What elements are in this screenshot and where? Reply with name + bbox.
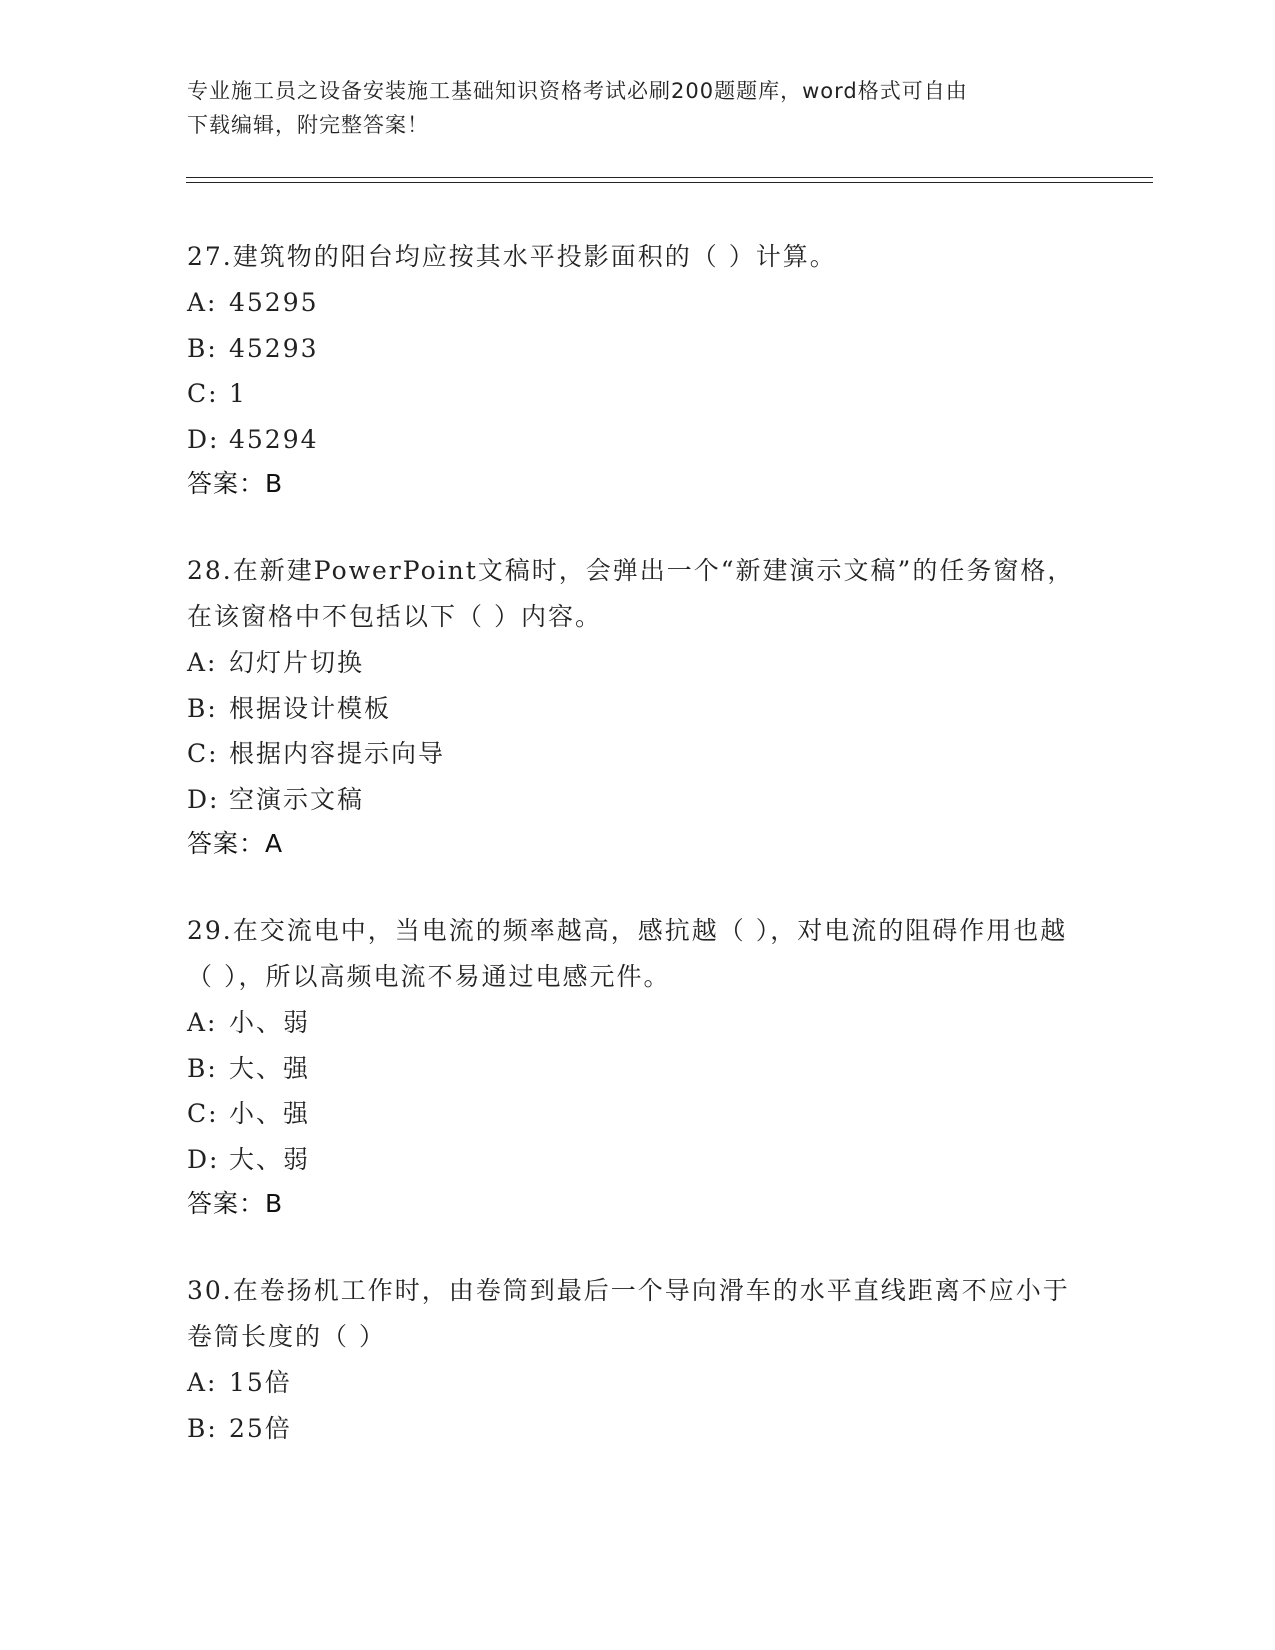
option-c <box>187 1091 1087 1137</box>
option-a <box>187 1360 1087 1406</box>
option-letter: D: <box>187 784 220 814</box>
option-text: 15倍 <box>229 1368 292 1397</box>
option-text: 25倍 <box>229 1413 292 1443</box>
option-text: 空演示文稿 <box>229 784 365 814</box>
question-28 <box>187 548 1087 866</box>
header-line-2: 下载编辑，附完整答案！ <box>187 113 429 137</box>
option-text: 根据设计模板 <box>229 693 392 723</box>
option-letter: B: <box>187 333 218 363</box>
option-a <box>187 280 1087 326</box>
option-b <box>187 326 1087 372</box>
option-letter: B: <box>187 1413 218 1443</box>
option-letter: A: <box>187 648 218 677</box>
option-letter: C: <box>187 739 219 768</box>
option-d <box>187 417 1087 463</box>
answer-line: 答案：B <box>187 1189 284 1218</box>
option-text: 1 <box>229 379 247 408</box>
option-letter: A: <box>187 1368 218 1397</box>
option-text: 幻灯片切换 <box>229 648 365 677</box>
option-letter: D: <box>187 1144 220 1174</box>
answer-line: 答案：A <box>187 829 284 858</box>
question-29 <box>187 908 1087 1226</box>
question-list <box>187 234 1087 1493</box>
option-b <box>187 1046 1087 1092</box>
option-letter: A: <box>187 1008 218 1037</box>
option-d <box>187 777 1087 823</box>
header-divider-top <box>186 177 1153 178</box>
question-text: 28.在新建PowerPoint文稿时，会弹出一个“新建演示文稿”的任务窗格，在该窗格中不包括以下（ ）内容。 <box>187 556 1075 631</box>
option-text: 大、强 <box>229 1053 311 1083</box>
question-27 <box>187 234 1087 506</box>
option-text: 小、弱 <box>229 1008 311 1037</box>
question-text: 30.在卷扬机工作时，由卷筒到最后一个导向滑车的水平直线距离不应小于卷筒长度的（ ） <box>187 1276 1070 1351</box>
option-c <box>187 371 1087 417</box>
option-text: 小、强 <box>229 1099 311 1128</box>
option-a <box>187 640 1087 686</box>
option-b <box>187 1406 1087 1452</box>
header-line-1: 专业施工员之设备安装施工基础知识资格考试必刷200题题库，word格式可自由 <box>187 79 968 103</box>
option-c <box>187 731 1087 777</box>
document-header <box>187 74 1087 142</box>
option-letter: A: <box>187 288 218 317</box>
answer-line: 答案：B <box>187 469 284 498</box>
option-text: 45294 <box>229 424 319 454</box>
header-divider-bottom <box>186 182 1153 183</box>
option-text: 根据内容提示向导 <box>229 739 446 768</box>
option-text: 大、弱 <box>229 1144 311 1174</box>
option-letter: C: <box>187 1099 219 1128</box>
question-text: 29.在交流电中，当电流的频率越高，感抗越（ ），对电流的阻碍作用也越（ ），所以高频电流不易通过电感元件。 <box>187 916 1068 991</box>
option-b <box>187 686 1087 732</box>
option-text: 45295 <box>229 288 319 317</box>
question-text: 27.建筑物的阳台均应按其水平投影面积的（ ）计算。 <box>187 242 837 271</box>
option-letter: C: <box>187 379 219 408</box>
option-letter: D: <box>187 424 220 454</box>
option-letter: B: <box>187 693 218 723</box>
option-a <box>187 1000 1087 1046</box>
option-d <box>187 1137 1087 1183</box>
option-text: 45293 <box>229 333 319 363</box>
question-30 <box>187 1268 1087 1451</box>
option-letter: B: <box>187 1053 218 1083</box>
